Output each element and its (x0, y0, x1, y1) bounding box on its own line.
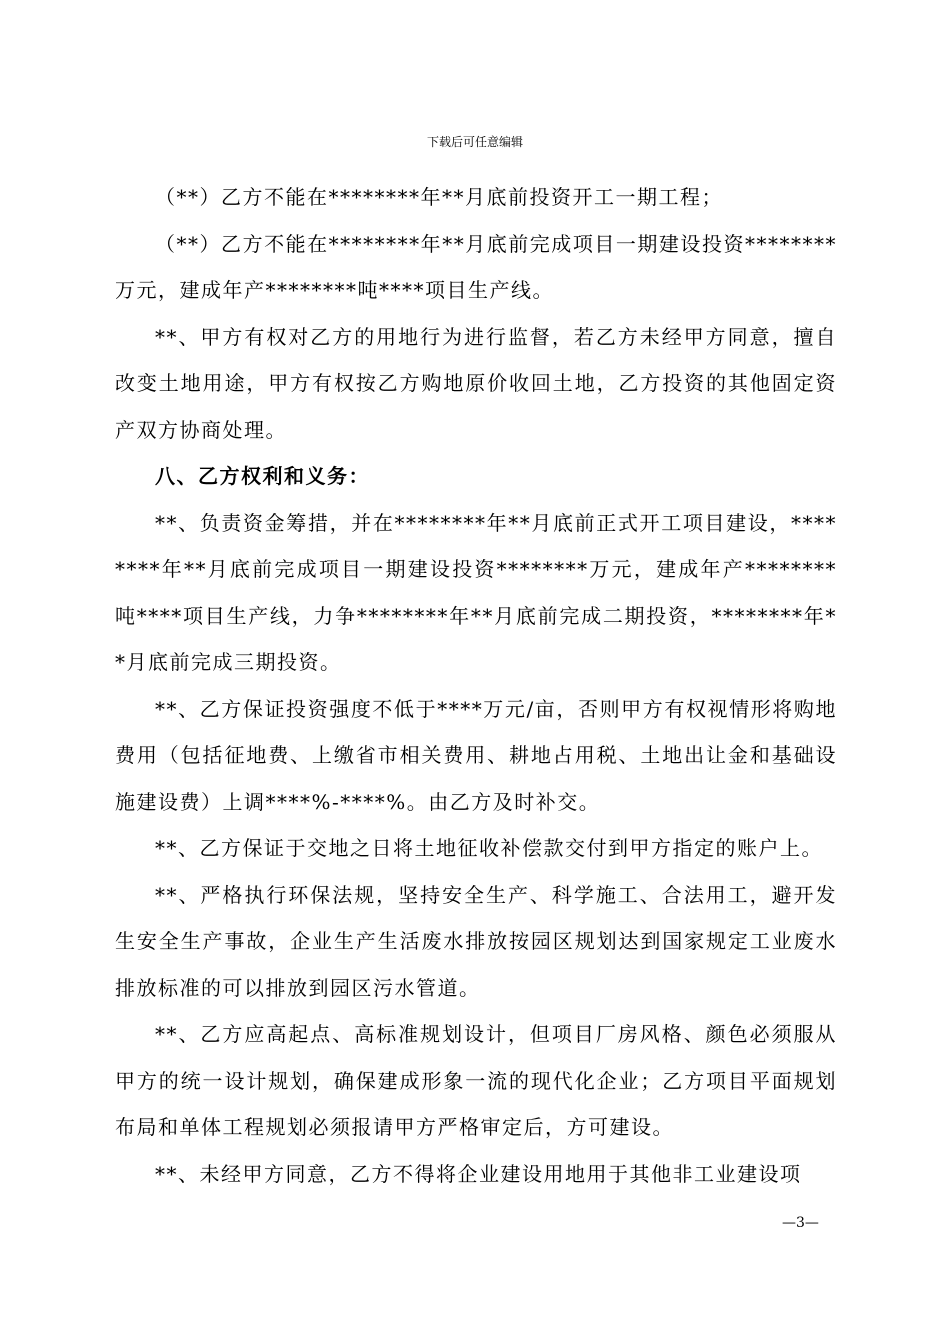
paragraph-9: **、乙方应高起点、高标准规划设计，但项目厂房风格、颜色必须服从甲方的统一设计规划，确保建成形象一流的现代化企业；乙方项目平面规划布局和单体工程规划必须报请甲方严格审定后，方可建设。 (115, 1022, 837, 1139)
page-header: 下载后可任意编辑 (426, 135, 523, 149)
document-body (115, 174, 837, 1197)
paragraph-5: **、负责资金筹措，并在********年**月底前正式开工项目建设，********年**月底前完成项目一期建设投资********万元，建成年产********吨****项目生产线，力争********年**月底前完成二期投资，********年**月底前完成三期投资。 (115, 510, 837, 674)
paragraph-1: （**）乙方不能在********年**月底前投资开工一期工程； (155, 185, 723, 209)
section-heading: 八、乙方权利和义务： (155, 464, 370, 488)
paragraph-8: **、严格执行环保法规，坚持安全生产、科学施工、合法用工，避开发生安全生产事故，企业生产生活废水排放按园区规划达到国家规定工业废水排放标准的可以排放到园区污水管道。 (115, 882, 837, 1000)
paragraph-2: （**）乙方不能在********年**月底前完成项目一期建设投资********万元，建成年产********吨****项目生产线。 (115, 231, 837, 302)
paragraph-6: **、乙方保证投资强度不低于****万元/亩，否则甲方有权视情形将购地费用（包括征地费、上缴省市相关费用、耕地占用税、土地出让金和基础设施建设费）上调****%-****%。由乙方及时补交。 (115, 696, 837, 814)
paragraph-10: **、未经甲方同意，乙方不得将企业建设用地用于其他非工业建设项 (155, 1161, 802, 1186)
paragraph-7: **、乙方保证于交地之日将土地征收补偿款交付到甲方指定的账户上。 (155, 836, 823, 860)
page-number: —3— (782, 1215, 819, 1231)
paragraph-3: **、甲方有权对乙方的用地行为进行监督，若乙方未经甲方同意，擅自改变土地用途，甲方有权按乙方购地原价收回土地，乙方投资的其他固定资产双方协商处理。 (115, 324, 837, 442)
